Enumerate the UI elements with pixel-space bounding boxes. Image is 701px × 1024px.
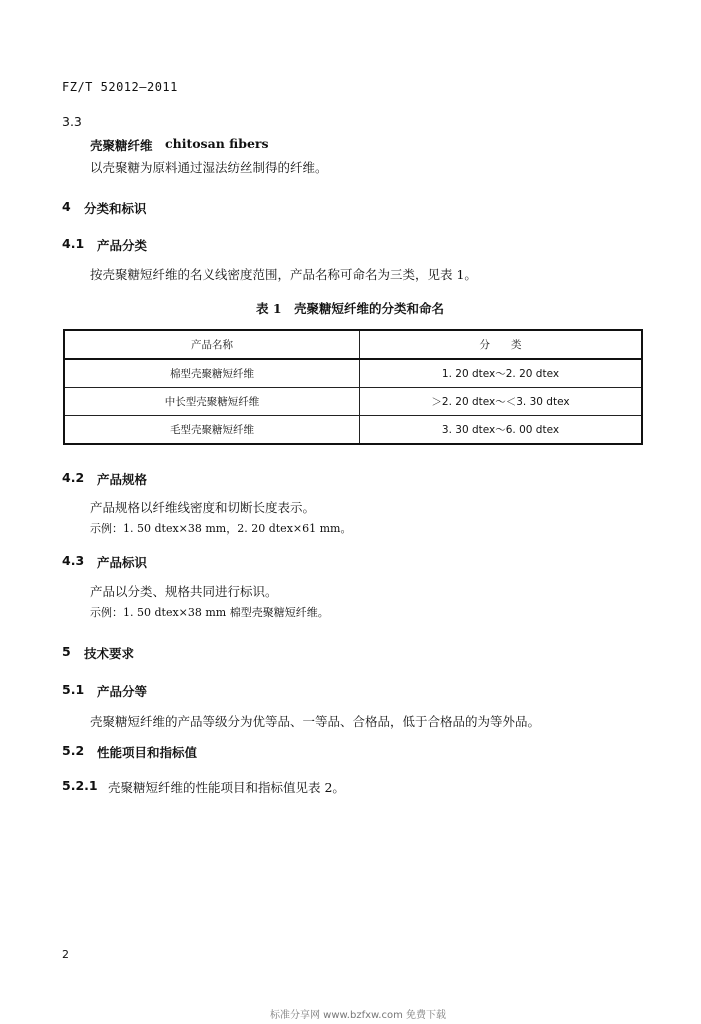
term-chinese: 壳聚糖纤维 — [90, 138, 153, 153]
table-row — [64, 359, 642, 388]
section-4-3-number: 4.3 — [62, 553, 85, 568]
section-4-3-body: 产品以分类、规格共同进行标识。 — [90, 584, 278, 599]
section-5-1-number: 5.1 — [62, 682, 85, 697]
section-5-number: 5 — [62, 644, 71, 659]
section-4-3-title: 产品标识 — [97, 555, 148, 570]
section-4-2-title: 产品规格 — [97, 472, 148, 487]
section-5-title: 技术要求 — [84, 646, 135, 661]
table-row — [64, 416, 642, 445]
section-4-1-number: 4.1 — [62, 236, 85, 251]
table-1-caption: 表 1 壳聚糖短纤维的分类和命名 — [256, 301, 445, 316]
table-cell-name: 中长型壳聚糖短纤维 — [64, 388, 360, 416]
standard-number: FZ/T 52012—2011 — [62, 80, 178, 94]
page-number: 2 — [62, 948, 69, 961]
term-definition: 以壳聚糖为原料通过湿法纺丝制得的纤维。 — [90, 160, 328, 175]
section-5-2-1-body: 壳聚糖短纤维的性能项目和指标值见表 2。 — [108, 780, 345, 795]
section-4-1-title: 产品分类 — [97, 238, 148, 253]
section-5-2-1-number: 5.2.1 — [62, 778, 98, 793]
section-4-2-example: 示例：1. 50 dtex×38 mm，2. 20 dtex×61 mm。 — [90, 522, 352, 535]
section-5-1-body: 壳聚糖短纤维的产品等级分为优等品、一等品、合格品，低于合格品的为等外品。 — [90, 714, 541, 729]
table-header-classification: 分 类 — [360, 330, 643, 359]
table-cell-range: 3. 30 dtex～6. 00 dtex — [360, 416, 643, 445]
section-5-2-number: 5.2 — [62, 743, 85, 758]
section-4-title: 分类和标识 — [84, 201, 147, 216]
table-1 — [63, 329, 643, 445]
section-5-1-title: 产品分等 — [97, 684, 148, 699]
table-cell-name: 棉型壳聚糖短纤维 — [64, 359, 360, 388]
footer-watermark: 标准分享网 www.bzfxw.com 免费下载 — [270, 1010, 446, 1021]
table-cell-range: ＞2. 20 dtex～＜3. 30 dtex — [360, 388, 643, 416]
table-cell-name: 毛型壳聚糖短纤维 — [64, 416, 360, 445]
section-4-2-number: 4.2 — [62, 470, 85, 485]
section-3-3-number: 3.3 — [62, 114, 82, 129]
table-row — [64, 388, 642, 416]
table-header-product-name: 产品名称 — [64, 330, 360, 359]
section-4-2-body: 产品规格以纤维线密度和切断长度表示。 — [90, 500, 316, 515]
section-4-3-example: 示例：1. 50 dtex×38 mm 棉型壳聚糖短纤维。 — [90, 606, 329, 619]
term-english: chitosan fibers — [165, 136, 269, 151]
table-cell-range: 1. 20 dtex～2. 20 dtex — [360, 359, 643, 388]
section-4-1-body: 按壳聚糖短纤维的名义线密度范围，产品名称可命名为三类，见表 1。 — [90, 267, 477, 282]
section-4-number: 4 — [62, 199, 71, 214]
section-5-2-title: 性能项目和指标值 — [97, 745, 198, 760]
